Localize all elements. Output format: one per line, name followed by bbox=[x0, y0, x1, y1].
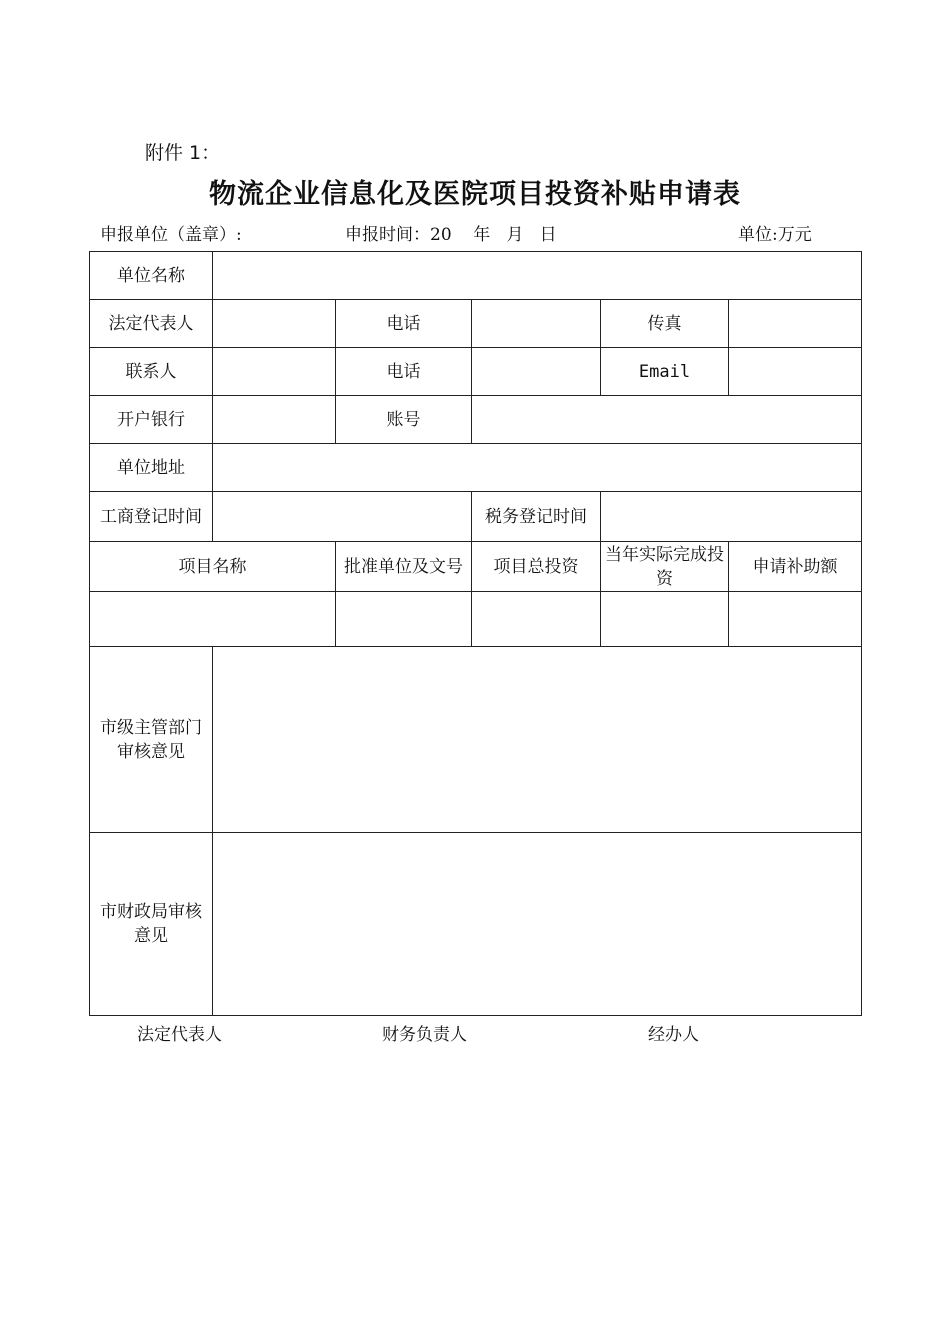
fax-label: 传真 bbox=[601, 300, 729, 348]
row-finance-opinion bbox=[90, 833, 862, 1016]
actual-investment-header: 当年实际完成投资 bbox=[601, 542, 729, 592]
contact-phone-label: 电话 bbox=[336, 348, 472, 396]
contact-field[interactable] bbox=[213, 348, 336, 396]
account-field[interactable] bbox=[472, 396, 862, 444]
handler-signature-label: 经办人 bbox=[648, 1025, 699, 1045]
row-legal-rep bbox=[90, 300, 862, 348]
account-label: 账号 bbox=[336, 396, 472, 444]
unit-name-label: 单位名称 bbox=[90, 252, 213, 300]
actual-investment-field[interactable] bbox=[601, 592, 729, 647]
address-field[interactable] bbox=[213, 444, 862, 492]
legal-rep-signature-label: 法定代表人 bbox=[137, 1025, 222, 1045]
contact-label: 联系人 bbox=[90, 348, 213, 396]
row-unit-name bbox=[90, 252, 862, 300]
address-label: 单位地址 bbox=[90, 444, 213, 492]
tax-reg-time-field[interactable] bbox=[601, 492, 862, 542]
row-project-header bbox=[90, 542, 862, 592]
approval-unit-header: 批准单位及文号 bbox=[336, 542, 472, 592]
finance-opinion-field[interactable] bbox=[213, 833, 862, 1016]
legal-rep-label: 法定代表人 bbox=[90, 300, 213, 348]
row-city-dept-opinion bbox=[90, 647, 862, 833]
row-bank bbox=[90, 396, 862, 444]
legal-rep-field[interactable] bbox=[213, 300, 336, 348]
subsidy-amount-header: 申请补助额 bbox=[729, 542, 862, 592]
city-dept-opinion-field[interactable] bbox=[213, 647, 862, 833]
phone-label: 电话 bbox=[336, 300, 472, 348]
email-field[interactable] bbox=[729, 348, 862, 396]
applicant-unit-label: 申报单位（盖章）: bbox=[100, 225, 242, 245]
application-form-table bbox=[89, 251, 862, 1016]
fax-field[interactable] bbox=[729, 300, 862, 348]
unit-name-field[interactable] bbox=[213, 252, 862, 300]
contact-phone-field[interactable] bbox=[472, 348, 601, 396]
project-name-field[interactable] bbox=[90, 592, 336, 647]
biz-reg-time-label: 工商登记时间 bbox=[90, 492, 213, 542]
approval-unit-field[interactable] bbox=[336, 592, 472, 647]
total-investment-field[interactable] bbox=[472, 592, 601, 647]
application-time-label: 申报时间：20 年 月 日 bbox=[345, 225, 557, 245]
row-registration bbox=[90, 492, 862, 542]
currency-unit-label: 单位:万元 bbox=[738, 225, 812, 245]
finance-head-signature-label: 财务负责人 bbox=[382, 1025, 467, 1045]
row-address bbox=[90, 444, 862, 492]
bank-field[interactable] bbox=[213, 396, 336, 444]
row-project-values bbox=[90, 592, 862, 647]
total-investment-header: 项目总投资 bbox=[472, 542, 601, 592]
project-name-header: 项目名称 bbox=[90, 542, 336, 592]
tax-reg-time-label: 税务登记时间 bbox=[472, 492, 601, 542]
city-dept-opinion-label: 市级主管部门审核意见 bbox=[90, 647, 213, 833]
attachment-label: 附件 1： bbox=[145, 142, 221, 164]
finance-opinion-label: 市财政局审核意见 bbox=[90, 833, 213, 1016]
subsidy-amount-field[interactable] bbox=[729, 592, 862, 647]
biz-reg-time-field[interactable] bbox=[213, 492, 472, 542]
row-contact bbox=[90, 348, 862, 396]
bank-label: 开户银行 bbox=[90, 396, 213, 444]
form-title: 物流企业信息化及医院项目投资补贴申请表 bbox=[209, 179, 741, 210]
email-label: Email bbox=[601, 348, 729, 396]
legal-rep-phone-field[interactable] bbox=[472, 300, 601, 348]
